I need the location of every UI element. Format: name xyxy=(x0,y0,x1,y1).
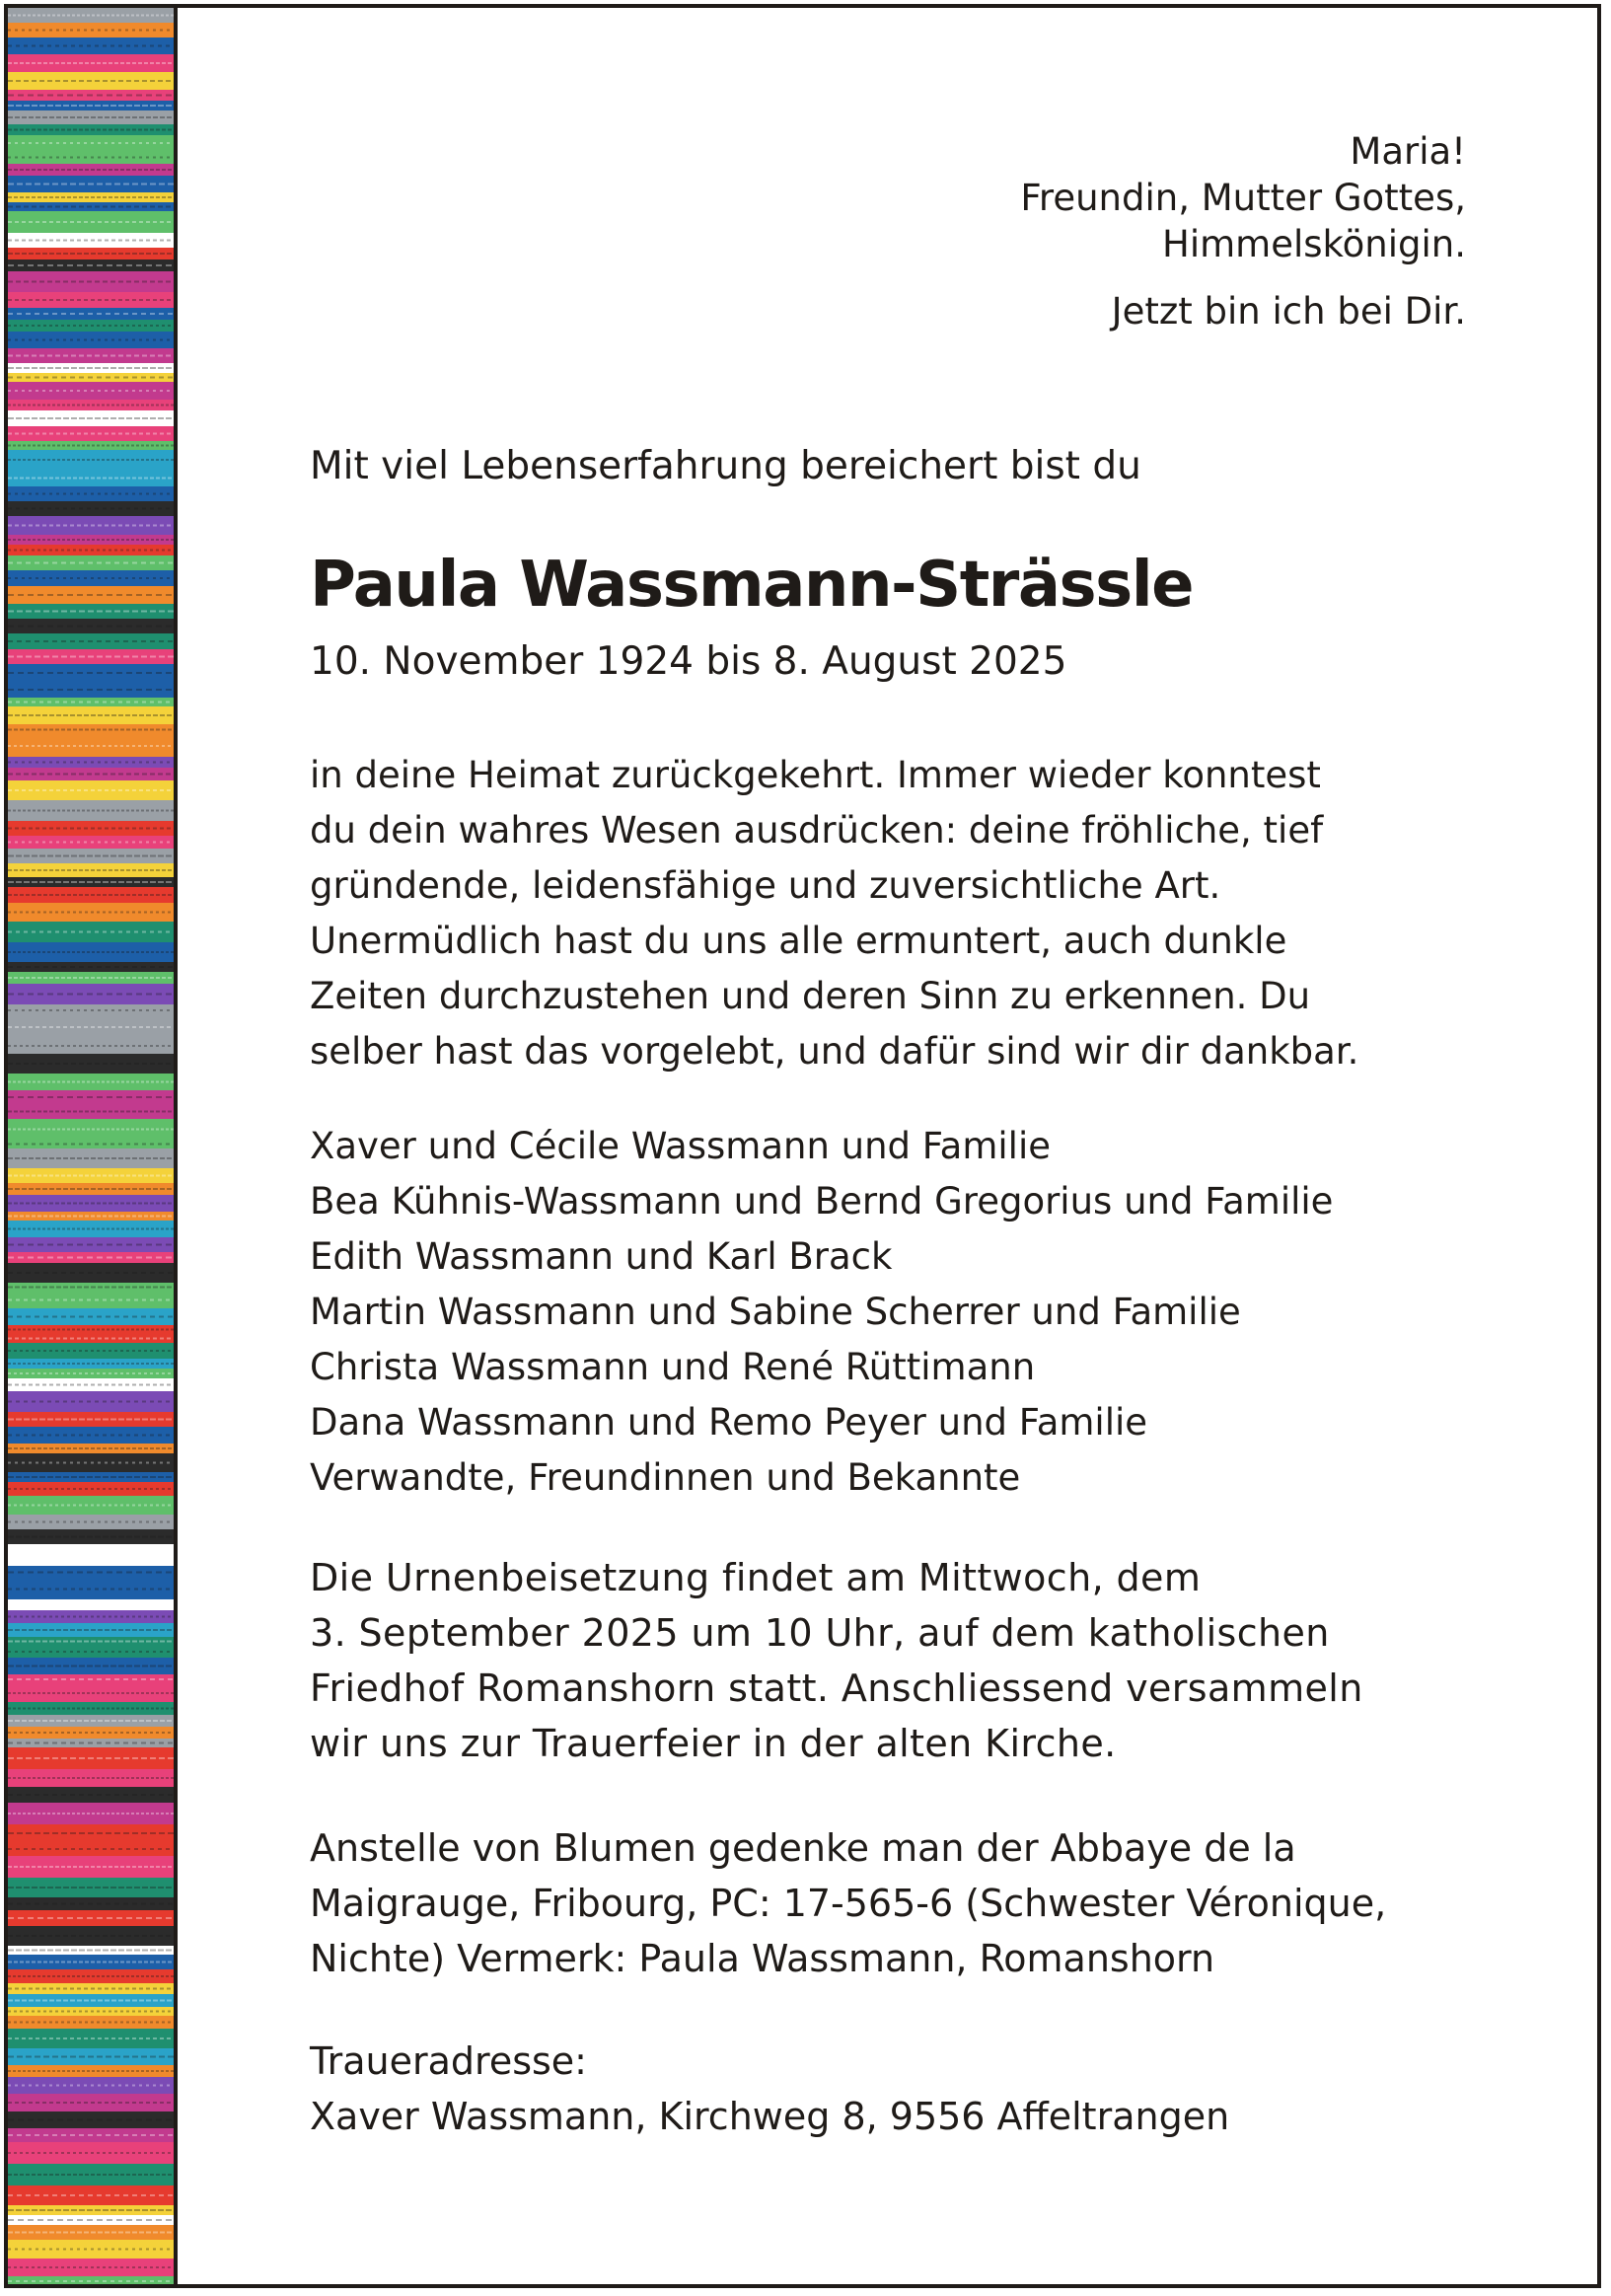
mourner-entry: Verwandte, Freundinnen und Bekannte xyxy=(310,1456,1021,1499)
tribute-line: selber hast das vorgelebt, und dafür sind wir dir dankbar. xyxy=(310,1030,1359,1073)
mourner-entry: Xaver und Cécile Wassmann und Familie xyxy=(310,1125,1052,1167)
tribute-line: Unermüdlich hast du uns alle ermuntert, auch dunkle xyxy=(310,920,1287,962)
deceased-name: Paula Wassmann-Strässle xyxy=(310,549,1194,622)
crochet-stripe-image xyxy=(8,8,174,2284)
mourning-address xyxy=(310,2034,1229,2144)
tribute-line: in deine Heimat zurückgekehrt. Immer wieder konntest xyxy=(310,754,1321,796)
verse-line: Maria! xyxy=(1350,130,1466,173)
mourner-entry: Edith Wassmann und Karl Brack xyxy=(310,1235,893,1278)
tribute-paragraph xyxy=(310,748,1358,1079)
tribute-line: Zeiten durchzustehen und deren Sinn zu erkennen. Du xyxy=(310,975,1311,1017)
donation-line: Nichte) Vermerk: Paula Wassmann, Romanshorn xyxy=(310,1937,1215,1980)
ceremony-line: Friedhof Romanshorn statt. Anschliessend versammeln xyxy=(310,1666,1363,1710)
life-dates: 10. November 1924 bis 8. August 2025 xyxy=(310,639,1067,684)
mourner-entry: Dana Wassmann und Remo Peyer und Familie xyxy=(310,1401,1148,1444)
mourners-list xyxy=(310,1119,1333,1506)
mourner-entry: Martin Wassmann und Sabine Scherrer und Familie xyxy=(310,1291,1241,1333)
verse-line: Freundin, Mutter Gottes, xyxy=(1020,177,1466,219)
intro-line: Mit viel Lebenserfahrung bereichert bist du xyxy=(310,444,1141,488)
donation-line: Anstelle von Blumen gedenke man der Abbaye de la xyxy=(310,1826,1296,1870)
obituary-frame xyxy=(4,4,1601,2288)
verse-line: Himmelskönigin. xyxy=(1162,223,1466,265)
opening-verse xyxy=(1020,128,1466,334)
mourner-entry: Bea Kühnis-Wassmann und Bernd Gregorius und Familie xyxy=(310,1180,1334,1222)
ceremony-notice xyxy=(310,1550,1363,1771)
verse-closing: Jetzt bin ich bei Dir. xyxy=(1111,290,1466,333)
donation-notice xyxy=(310,1820,1386,1986)
tribute-line: gründende, leidensfähige und zuversichtliche Art. xyxy=(310,864,1221,907)
mourner-entry: Christa Wassmann und René Rüttimann xyxy=(310,1346,1036,1388)
tribute-line: du dein wahres Wesen ausdrücken: deine fröhliche, tief xyxy=(310,809,1324,852)
mourning-address-value: Xaver Wassmann, Kirchweg 8, 9556 Affeltrangen xyxy=(310,2095,1230,2138)
crochet-stripe-decoration xyxy=(8,8,178,2284)
mourning-address-label: Traueradresse: xyxy=(310,2039,587,2083)
ceremony-line: 3. September 2025 um 10 Uhr, auf dem katholischen xyxy=(310,1611,1330,1655)
donation-line: Maigrauge, Fribourg, PC: 17-565-6 (Schwester Véronique, xyxy=(310,1882,1387,1925)
ceremony-line: wir uns zur Trauerfeier in der alten Kirche. xyxy=(310,1722,1117,1765)
obituary-content xyxy=(310,8,1466,2284)
ceremony-line: Die Urnenbeisetzung findet am Mittwoch, dem xyxy=(310,1556,1202,1599)
